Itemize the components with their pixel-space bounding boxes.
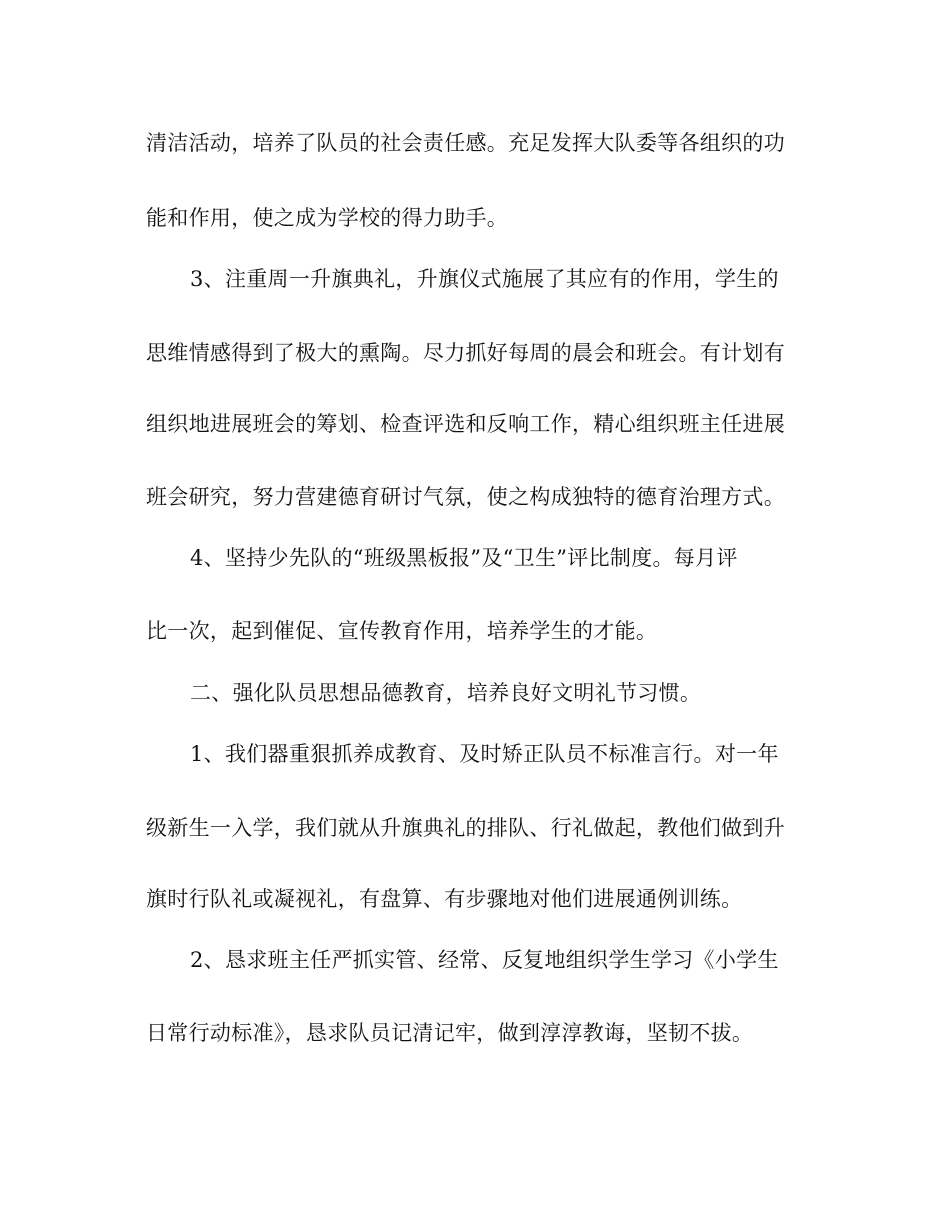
text-line: 日常行动标准》，恳求队员记清记牢，做到淳淳教诲，坚韧不拔。 (146, 1021, 754, 1045)
paragraph-line: 3、注重周一升旗典礼，升旗仪式施展了其应有的作用，学生的 (190, 267, 779, 291)
section-heading: 二、强化队员思想品德教育，培养良好文明礼节习惯。 (190, 681, 702, 705)
text-line: 班会研究，努力营建德育研讨气氛，使之构成独特的德育治理方式。 (146, 485, 785, 509)
paragraph-line: 4、坚持少先队的“班级黑板报”及“卫生”评比制度。每月评 (190, 546, 738, 570)
text-line: 组织地进展班会的筹划、检查评选和反响工作，精心组织班主任进展 (146, 412, 785, 436)
text-line: 清洁活动，培养了队员的社会责任感。充足发挥大队委等各组织的功 (146, 131, 785, 155)
paragraph-line: 2、恳求班主任严抓实管、经常、反复地组织学生学习《小学生 (190, 948, 779, 972)
text-line: 思维情感得到了极大的熏陶。尽力抓好每周的晨会和班会。有计划有 (146, 341, 785, 365)
text-line: 能和作用，使之成为学校的得力助手。 (146, 206, 509, 230)
paragraph-line: 1、我们器重狠抓养成教育、及时矫正队员不标准言行。对一年 (190, 742, 779, 766)
text-line: 旗时行队礼或凝视礼，有盘算、有步骤地对他们进展通例训练。 (146, 887, 743, 911)
text-line: 比一次，起到催促、宣传教育作用，培养学生的才能。 (146, 619, 658, 643)
text-line: 级新生一入学，我们就从升旗典礼的排队、行礼做起，教他们做到升 (146, 816, 785, 840)
